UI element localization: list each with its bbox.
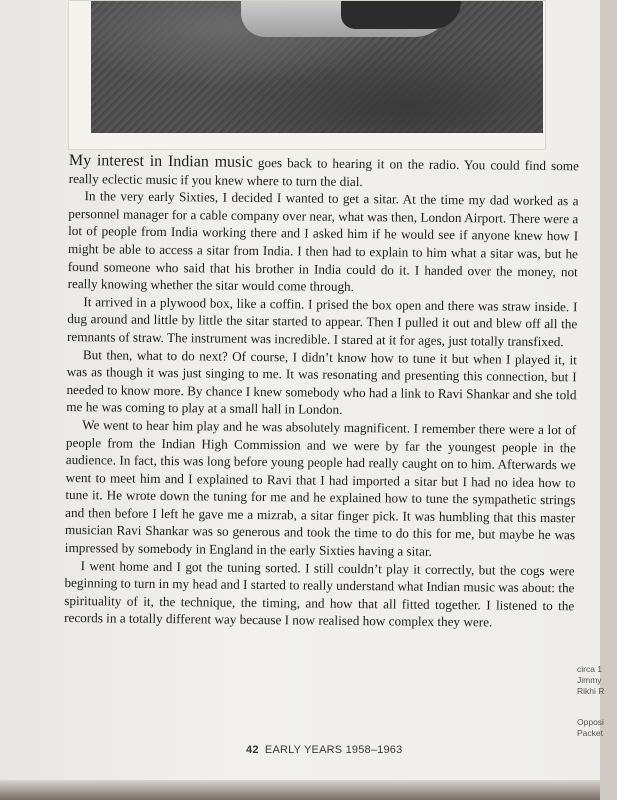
photo-frame bbox=[68, 0, 546, 150]
page-number: 42 bbox=[246, 744, 259, 756]
lead-in: My interest in Indian music bbox=[68, 152, 253, 171]
paragraph-2: In the very early Sixties, I decided I wanted to get a sitar. At the time my dad worked as a personnel manager for a cable company over near, what was then, London Airport. There were a lot of people from India working there and I asked him if he would see if anyone knew how I might be able to access a sitar from India. I then had to explain to him what a sitar was, but he found someone who said that his brother in India could do it. I handed over the money, not really knowing whether the sitar would come through. bbox=[67, 188, 579, 295]
paragraph-5: We went to hear him play and he was absolutely magnificent. I remember there were a lot of people from the Indian High Commission and we were by far the youngest people in the audience. In fact, this was long before young people had really caught on to him. Afterwards we went to meet him and I explained to Ravi that I had imported a sitar but I had no idea how to tune it. He wrote down the tuning for me and he explained how to tune the sympathetic strings and then before I left he gave me a mizrab, a sitar finger pick. It was humbling that this master musician Ravi Shankar was so generous and took the time to do this for me, but maybe he was impressed by somebody in England in the early Sixties having a sitar. bbox=[64, 417, 577, 559]
paragraph-3: It arrived in a plywood box, like a coffin. I prised the box open and there was straw inside. I dug around and little by little the sitar started to appear. Then I pulled it out and blew off all the remnants of straw. The instrument was incredible. I stared at it for ages, just totally transfixed. bbox=[66, 293, 578, 350]
photograph bbox=[91, 1, 543, 133]
caption-line: Jimmy bbox=[577, 675, 602, 685]
page-footer bbox=[246, 744, 402, 756]
paragraph-4: But then, what to do next? Of course, I didn’t know how to tune it but when I played it, it was as though it was just singing to me. It was resonating and presenting this connection, but I needed to know more. By chance I knew somebody who had a link to Ravi Shankar and she told me he was coming to play at a small hall in London. bbox=[66, 346, 577, 418]
photo-subject-shadow bbox=[341, 1, 461, 29]
caption-line: circa 1 bbox=[577, 664, 603, 674]
body-text bbox=[64, 152, 579, 632]
side-caption bbox=[577, 664, 617, 739]
paragraph-1 bbox=[69, 152, 579, 193]
page-edge bbox=[0, 780, 600, 800]
section-title: EARLY YEARS 1958–1963 bbox=[264, 744, 403, 756]
paragraph-6: I went home and I got the tuning sorted. I still couldn’t play it correctly, but the cogs were beginning to turn in my head and I started to really understand what Indian music was about: the spirituality of it, the technique, the timing, and how that all fitted together. I listened to the records in a totally different way because I now realised how complex they were. bbox=[64, 557, 575, 630]
caption-line: Opposi bbox=[577, 717, 604, 727]
caption-line: Packet bbox=[577, 728, 603, 738]
paragraph-text: goes back to hearing it on the radio. You could find some really eclectic music if you knew where to turn the dial. bbox=[68, 154, 579, 189]
caption-line: Rikhi R bbox=[577, 686, 605, 696]
